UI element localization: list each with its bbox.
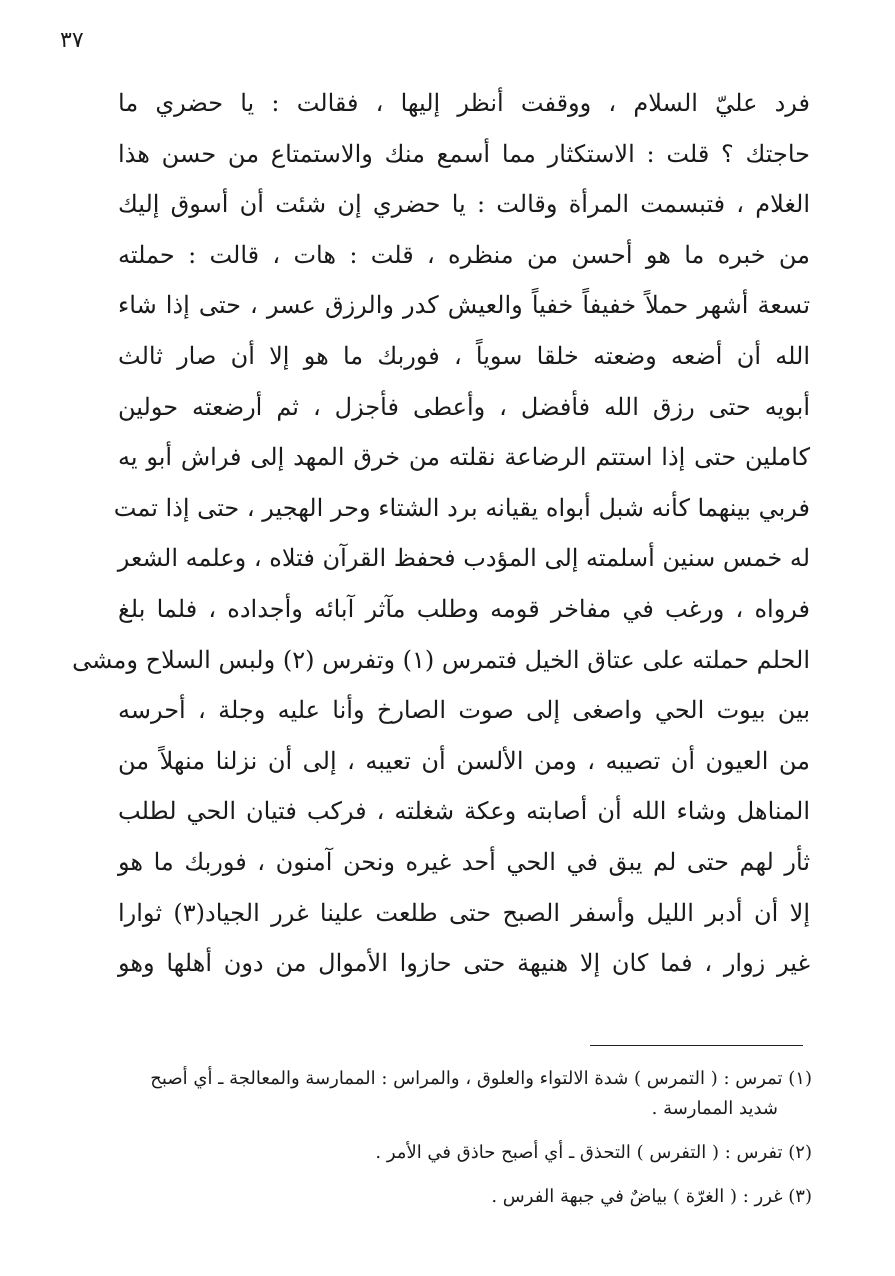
text-line: من العيون أن تصيبه ، ومن الألسن أن تعيبه ، إلى أن نزلنا منهلاً من [118,746,810,775]
text-line: كاملين حتى إذا استتم الرضاعة نقلته من خرق المهد إلى فراش أبو يه [118,443,810,472]
page-number: ٣٧ [60,28,84,53]
text-line: إلا أن أدبر الليل وأسفر الصبح حتى طلعت علينا غرر الجياد(٣) ثوارا [118,898,811,927]
footnote-1: (١) تمرس : ( التمرس ) شدة الالتواء والعلوق ، والمراس : الممارسة والمعالجة ـ أي أصبح [150,1068,812,1089]
footnote-2: (٢) تفرس : ( التفرس ) التحذق ـ أي أصبح حاذق في الأمر . [375,1142,812,1163]
text-line: فرد عليّ السلام ، ووقفت أنظر إليها ، فقالت : يا حضري ما [118,89,810,117]
text-line: فربي بينهما كأنه شبل أبواه يقيانه برد الشتاء وحر الهجير ، حتى إذا تمت [113,493,810,522]
text-line: المناهل وشاء الله أن أصابته وعكة شغلته ، فركب فتيان الحي لطلب [118,797,810,826]
text-line: حاجتك ؟ قلت : الاستكثار مما أسمع منك والاستمتاع من حسن هذا [118,139,811,168]
footnote-3: (٣) غرر : ( الغرّة ) بياضٌ في جبهة الفرس . [491,1186,812,1207]
footnote-divider [590,1045,803,1046]
text-line: غير زوار ، فما كان إلا هنيهة حتى حازوا الأموال من دون أهلها وهو [118,949,810,978]
text-line: فرواه ، ورغب في مفاخر قومه وطلب مآثر آبائه وأجداده ، فلما بلغ [118,594,810,623]
text-line: له خمس سنين أسلمته إلى المؤدب فحفظ القرآن فتلاه ، وعلمه الشعر [117,544,810,573]
text-line: من خبره ما هو أحسن من منظره ، قلت : هات ، قالت : حملته [118,240,810,269]
text-line: الغلام ، فتبسمت المرأة وقالت : يا حضري إن شئت أن أسوق إليك [118,190,810,219]
main-text [72,78,811,989]
text-line: الحلم حملته على عتاق الخيل فتمرس (١) وتفرس (٢) ولبس السلاح ومشى [72,645,810,674]
text-line: بين بيوت الحي واصغى إلى صوت الصارخ وأنا عليه وجلة ، أحرسه [118,696,810,725]
text-line: ثأر لهم حتى لم يبق في الحي أحد غيره ونحن آمنون ، فوربك ما هو [118,847,810,876]
footnote-1-continuation: شديد الممارسة . [651,1098,778,1119]
footnotes [100,1064,812,1212]
text-line: الله أن أضعه وضعته خلقا سوياً ، فوربك ما هو إلا أن صار ثالث [118,341,810,370]
text-line: تسعة أشهر حملاً خفيفاً خفياً والعيش كدر والرزق عسر ، حتى إذا شاء [118,291,810,320]
text-line: أبويه حتى رزق الله فأفضل ، وأعطى فأجزل ، ثم أرضعته حولين [118,392,810,421]
